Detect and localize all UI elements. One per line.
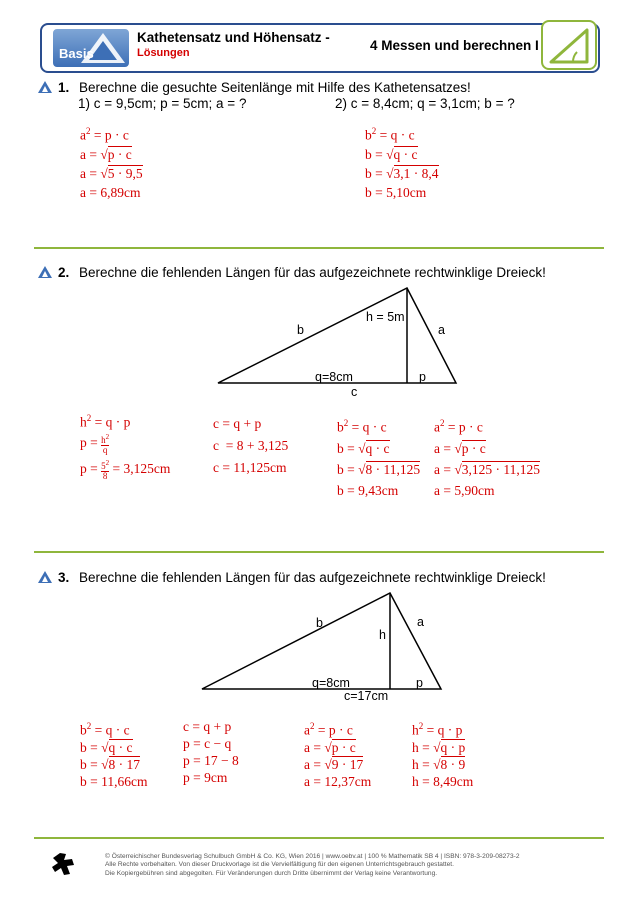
math-line: h = √q · p <box>412 739 466 755</box>
footer-line: © Österreichischer Bundesverlag Schulbuch GmbH & Co. KG, Wien 2016 | www.oebv.at | 100 % Mathematik SB 4 | ISBN: 978-3-209-08273-2 <box>105 853 520 860</box>
math-line: h = 8,49cm <box>412 773 474 789</box>
label-b: b <box>297 323 304 337</box>
math-line: b = √q · c <box>365 146 418 162</box>
task3-number: 3. <box>58 570 70 585</box>
math-line: b = √3,1 · 8,4 <box>365 165 439 181</box>
math-line: p = c − q <box>183 736 232 751</box>
math-line: a = √9 · 17 <box>304 756 364 772</box>
math-line: b = 9,43cm <box>337 482 399 498</box>
label-c: c=17cm <box>344 689 389 703</box>
math-line: a = 6,89cm <box>80 184 141 200</box>
basis-logo-text: Basis <box>59 46 94 61</box>
label-p: p <box>416 676 423 690</box>
label-q: q=8cm <box>315 370 353 384</box>
math-line: b = 5,10cm <box>365 184 427 200</box>
math-line: p = 9cm <box>183 770 228 785</box>
math-line: c = q + p <box>213 416 262 431</box>
math-line: b = √8 · 11,125 <box>337 461 421 477</box>
math-line: a = √p · c <box>80 146 132 162</box>
math-line: p = $\frac{h^2}{q}$ <box>80 433 110 455</box>
task3-col3 <box>304 718 371 790</box>
footer-copyright <box>105 853 520 878</box>
math-line: $a^2 = p \cdot c$ <box>304 721 353 738</box>
math-line: a = √5 · 9,5 <box>80 165 143 181</box>
label-h: h <box>379 628 386 642</box>
label-b: b <box>316 616 323 630</box>
task3-col1 <box>80 718 147 790</box>
chapter-title: 4 Messen und berechnen I <box>370 38 539 53</box>
task2-number: 2. <box>58 265 70 280</box>
task1-instruction: Berechne die gesuchte Seitenlänge mit Hilfe des Kathetensatzes! <box>79 80 471 95</box>
math-line: a = √3,125 · 11,125 <box>434 461 541 477</box>
math-line: a = 5,90cm <box>434 482 495 498</box>
task1-part1: 1) c = 9,5cm; p = 5cm; a = ? <box>78 96 247 111</box>
math-line: b = √8 · 17 <box>80 756 141 772</box>
math-line: b = √q · c <box>80 739 133 755</box>
task3-instruction: Berechne die fehlenden Längen für das aufgezeichnete rechtwinklige Dreieck! <box>79 570 546 585</box>
task1-part2: 2) c = 8,4cm; q = 3,1cm; b = ? <box>335 96 515 111</box>
label-p: p <box>419 370 426 384</box>
label-h: h = 5m <box>366 310 405 324</box>
math-line: $a^2 = p \cdot c$ <box>80 126 129 143</box>
math-line: p = $\frac{5^2}{8}$ = 3,125cm <box>80 459 171 481</box>
footer-line: Die Kopiergebühren sind abgegolten. Für Veränderungen durch Dritte übernimmt der Verlag keine Verantwortung. <box>105 869 438 877</box>
math-line: $h^2 = q \cdot p$ <box>80 413 131 430</box>
math-line: $b^2 = q \cdot c$ <box>80 721 130 738</box>
label-q: q=8cm <box>312 676 350 690</box>
separator <box>34 837 604 839</box>
math-line: $a^2 = p \cdot c$ <box>434 418 483 435</box>
task2-instruction: Berechne die fehlenden Längen für das aufgezeichnete rechtwinklige Dreieck! <box>79 265 546 280</box>
math-line: a = √p · c <box>434 440 486 456</box>
task3-col4 <box>412 718 473 790</box>
math-line: c = 11,125cm <box>213 460 287 475</box>
label-a: a <box>438 323 445 337</box>
math-line: $b^2 = q \cdot c$ <box>337 418 387 435</box>
math-line: $b^2 = q \cdot c$ <box>365 126 415 143</box>
math-line: b = 11,66cm <box>80 773 148 789</box>
math-line: a = √p · c <box>304 739 356 755</box>
task1-number: 1. <box>58 80 70 95</box>
math-line: p = 17 − 8 <box>183 753 239 768</box>
task3-col2 <box>183 718 239 786</box>
publisher-logo-icon <box>50 851 78 877</box>
math-line: c = 8 + 3,125 <box>213 438 289 453</box>
page-title: Kathetensatz und Höhensatz - <box>137 30 330 45</box>
footer-line: Alle Rechte vorbehalten. Von dieser Druckvorlage ist die Vervielfältigung für den eigenen Unterrichtsgebrauch gestattet. <box>105 861 454 869</box>
math-line: $h^2 = q \cdot p$ <box>412 721 463 738</box>
math-line: b = √q · c <box>337 440 390 456</box>
label-c: c <box>351 385 358 399</box>
page-subtitle: Lösungen <box>137 47 190 59</box>
math-line: a = 12,37cm <box>304 773 372 789</box>
label-a: a <box>417 615 424 629</box>
math-line: h = √8 · 9 <box>412 756 466 772</box>
math-line: c = q + p <box>183 719 232 734</box>
